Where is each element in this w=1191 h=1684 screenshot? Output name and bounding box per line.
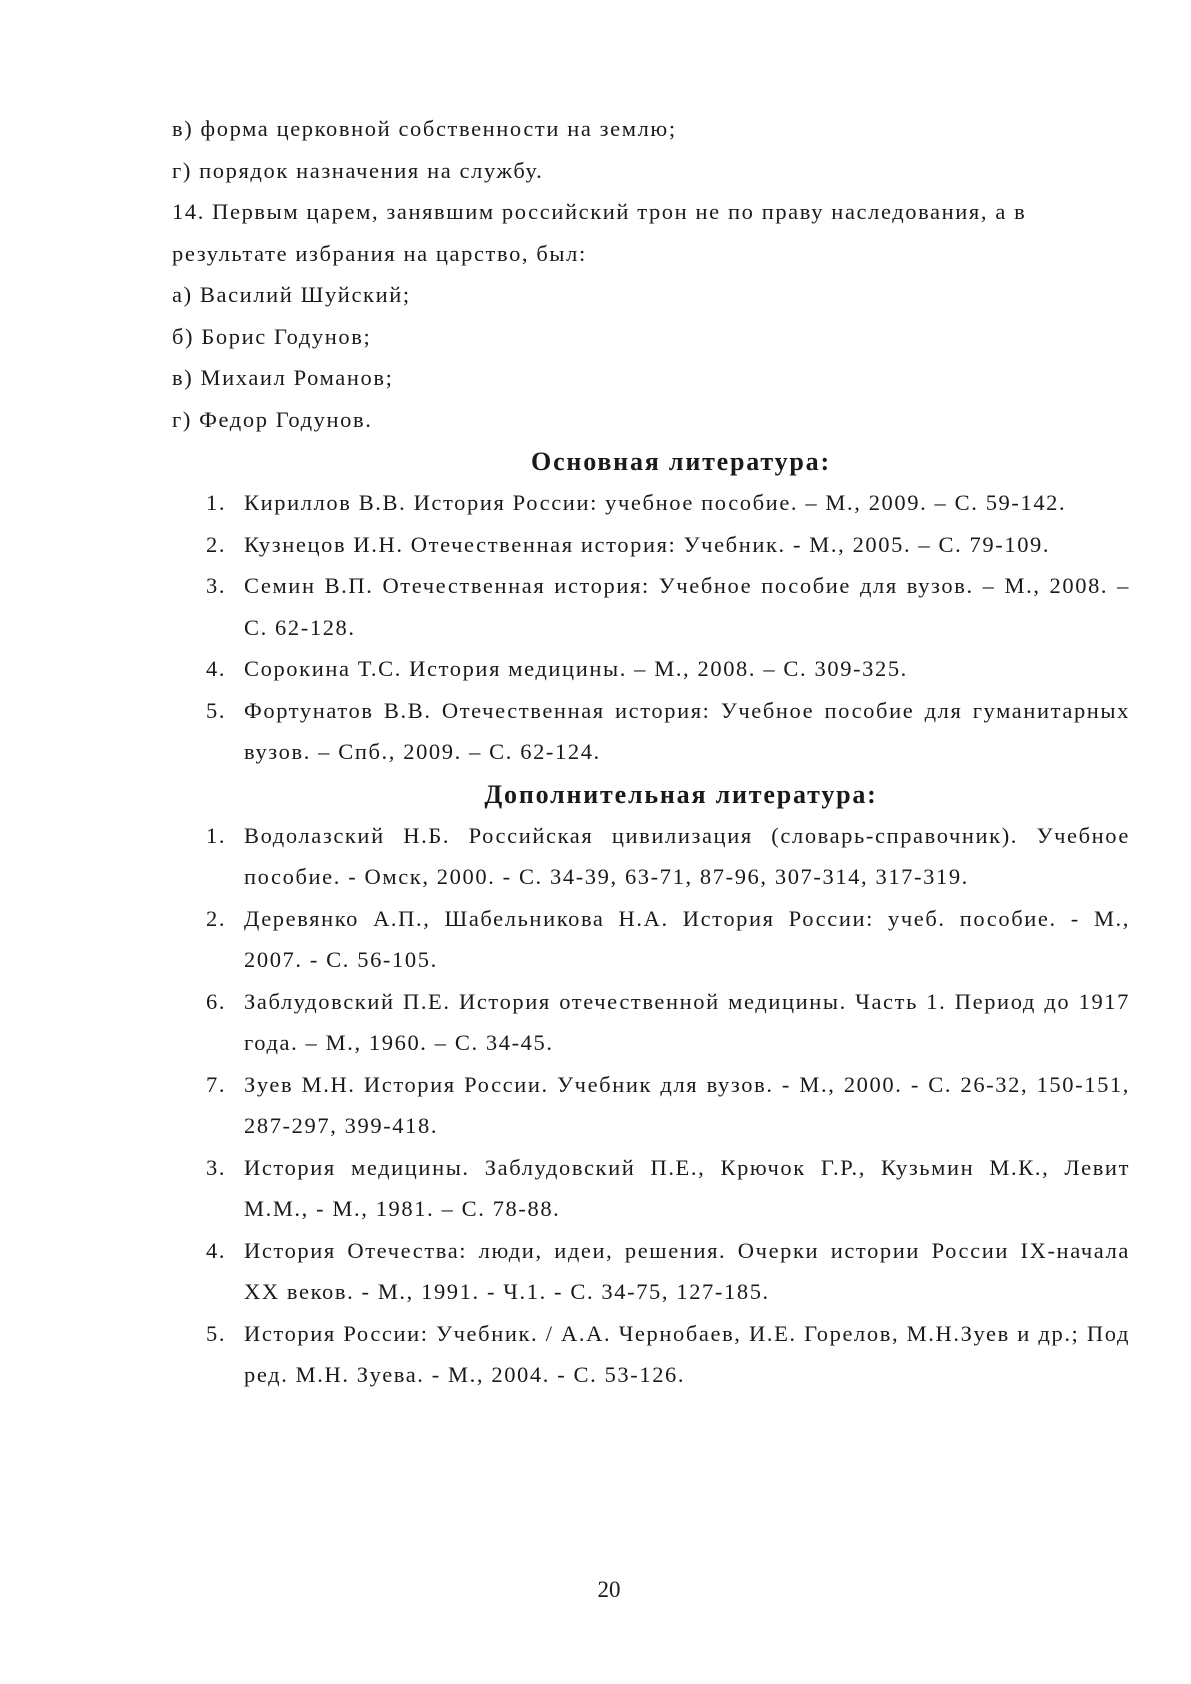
list-item: [172, 648, 1130, 690]
page-number: 20: [597, 1577, 621, 1602]
list-item-text: Кузнецов И.Н. Отечественная история: Учебник. - М., 2005. – С. 79-109.: [244, 531, 1051, 557]
list-item-text: Деревянко А.П., Шабельникова Н.А. История России: учеб. пособие. - М., 2007. - С. 56-105.: [244, 905, 1130, 972]
answer-option-g: г) Федор Годунов.: [172, 406, 373, 432]
list-item-text: Зуев М.Н. История России. Учебник для вузов. - М., 2000. - С. 26-32, 150-151, 287-297, 399-418.: [244, 1071, 1130, 1138]
list-item: [172, 898, 1130, 981]
list-item-text: История Отечества: люди, идеи, решения. Очерки истории России IX-начала XX веков. - М., 1991. - Ч.1. - С. 34-75, 127-185.: [244, 1237, 1130, 1304]
list-item-number: 7.: [206, 1071, 227, 1097]
answer-option-v: в) Михаил Романов;: [172, 365, 394, 390]
document-page: [172, 108, 1130, 1396]
list-item: [172, 524, 1130, 566]
list-item-number: 3.: [206, 1154, 227, 1180]
list-item-text: Заблудовский П.Е. История отечественной медицины. Часть 1. Период до 1917 года. – М., 1960. – С. 34-45.: [244, 988, 1130, 1055]
list-item: [172, 1147, 1130, 1230]
list-item: [172, 690, 1130, 773]
list-item: [172, 1313, 1130, 1396]
additional-literature-heading: Дополнительная литература:: [484, 779, 878, 809]
question-14-line-2: результате избрания на царство, был:: [172, 240, 587, 266]
list-item-text: Водолазский Н.Б. Российская цивилизация (словарь-справочник). Учебное пособие. - Омск, 2000. - С. 34-39, 63-71, 87-96, 307-314, 317-319.: [244, 822, 1130, 889]
list-item-text: История медицины. Заблудовский П.Е., Крючок Г.Р., Кузьмин М.К., Левит М.М., - М., 1981. – С. 78-88.: [244, 1154, 1130, 1221]
answer-option-b: б) Борис Годунов;: [172, 323, 372, 349]
list-item-text: Кириллов В.В. История России: учебное пособие. – М., 2009. – С. 59-142.: [244, 490, 1067, 515]
list-item: [172, 565, 1130, 648]
list-item-number: 2.: [206, 531, 227, 557]
list-item-number: 4.: [206, 1237, 227, 1263]
list-item-number: 3.: [206, 573, 227, 598]
answer-option-v: в) форма церковной собственности на землю;: [172, 116, 677, 141]
list-item-number: 2.: [206, 905, 227, 931]
list-item-text: Семин В.П. Отечественная история: Учебное пособие для вузов. – М., 2008. – С. 62-128.: [244, 573, 1130, 640]
list-item-text: Сорокина Т.С. История медицины. – М., 2008. – С. 309-325.: [244, 656, 908, 681]
list-item: [172, 981, 1130, 1064]
list-item-number: 4.: [206, 656, 227, 681]
list-item: [172, 482, 1130, 524]
question-14-line-1: 14. Первым царем, занявшим российский трон не по праву наследования, а в: [172, 199, 1027, 224]
list-item-number: 5.: [206, 697, 227, 723]
main-literature-heading: Основная литература:: [531, 447, 831, 476]
list-item: [172, 1230, 1130, 1313]
answer-option-g: г) порядок назначения на службу.: [172, 157, 544, 183]
list-item: [172, 815, 1130, 898]
answer-option-a: а) Василий Шуйский;: [172, 282, 411, 307]
list-item-number: 6.: [206, 988, 227, 1014]
list-item-number: 5.: [206, 1320, 227, 1346]
main-literature-list: [172, 482, 1130, 773]
list-item-number: 1.: [206, 490, 227, 515]
list-item-number: 1.: [206, 822, 227, 848]
list-item-text: Фортунатов В.В. Отечественная история: Учебное пособие для гуманитарных вузов. – Спб., 2009. – С. 62-124.: [244, 697, 1130, 764]
list-item-text: История России: Учебник. / А.А. Чернобаев, И.Е. Горелов, М.Н.Зуев и др.; Под ред. М.Н. Зуева. - М., 2004. - С. 53-126.: [244, 1320, 1130, 1387]
additional-literature-list: [172, 815, 1130, 1396]
list-item: [172, 1064, 1130, 1147]
